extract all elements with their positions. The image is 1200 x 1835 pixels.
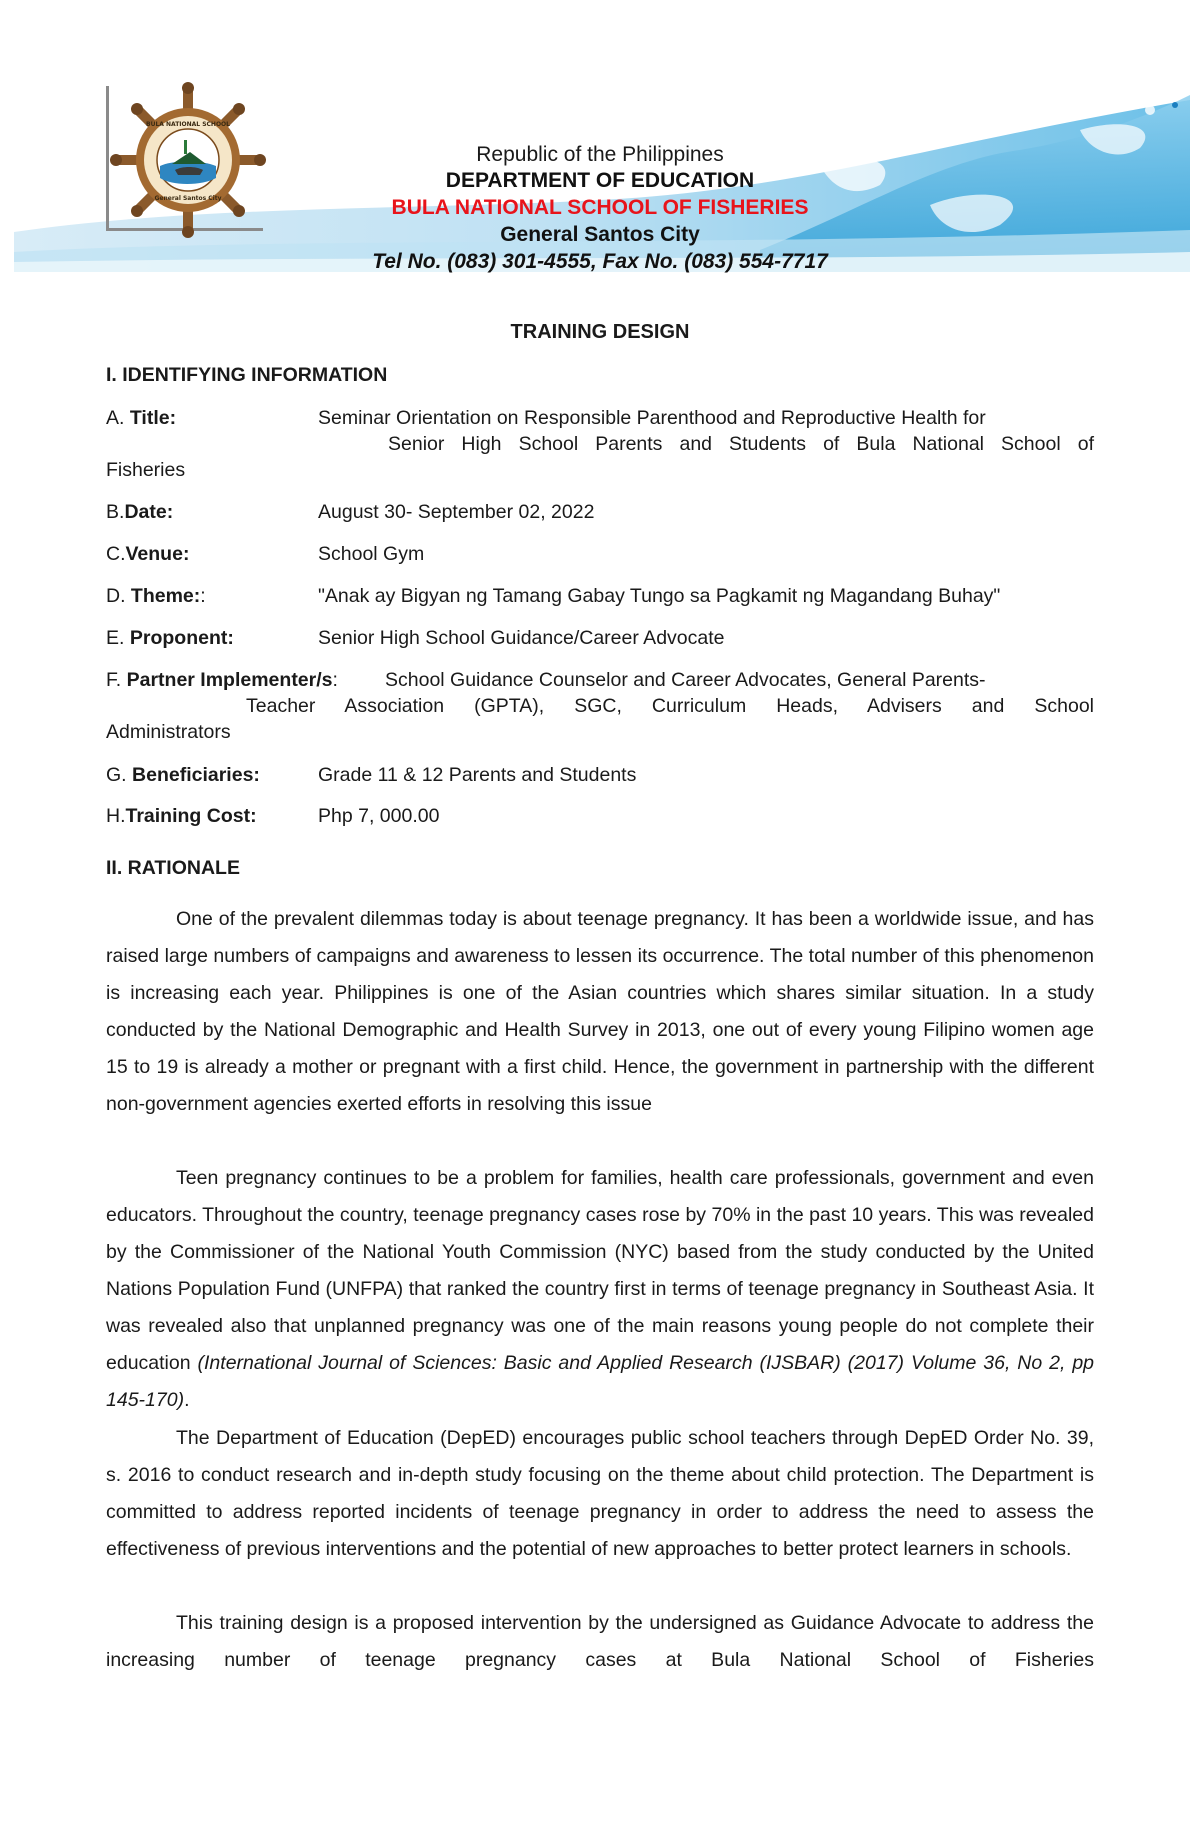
field-label-training-cost: H.Training Cost: <box>106 805 257 827</box>
field-value-date: August 30- September 02, 2022 <box>318 501 595 523</box>
field-value-partner-implementers: School Guidance Counselor and Career Advocates, General Parents- <box>385 669 986 691</box>
field-value-partner-implementers-cont: Teacher Association (GPTA), SGC, Curriculum Heads, Advisers and School <box>246 695 1094 717</box>
header-department: DEPARTMENT OF EDUCATION <box>445 169 755 192</box>
rationale-paragraph-3: The Department of Education (DepED) encourages public school teachers through DepED Order No. 39, s. 2016 to conduct research and in-depth study focusing on the theme about child protection. The Department is committed to address reported incidents of teenage pregnancy in order to address the need to assess the effectiveness of previous interventions and the potential of new approaches to better protect learners in schools. <box>106 1427 1094 1560</box>
field-label-proponent: E. Proponent: <box>106 627 234 649</box>
field-value-venue: School Gym <box>318 543 425 565</box>
rationale-paragraph-2: Teen pregnancy continues to be a problem for families, health care professionals, government and even educators. Throughout the country, teenage pregnancy cases rose by 70% in the past 10 years. This was revealed by the Commissioner of the National Youth Commission (NYC) based from the study conducted by the United Nations Population Fund (UNFPA) that ranked the country first in terms of teenage pregnancy in Southeast Asia. It was revealed also that unplanned pregnancy was one of the main reasons young people do not complete their education (International Journal of Sciences: Basic and Applied Research (IJSBAR) (2017) Volume 36, No 2, pp 145-170). <box>106 1167 1095 1411</box>
section-heading-identifying-information: I. IDENTIFYING INFORMATION <box>106 364 388 386</box>
header-school-name: BULA NATIONAL SCHOOL OF FISHERIES <box>391 196 809 219</box>
field-label-partner-implementers: F. Partner Implementer/s: <box>106 669 338 691</box>
school-seal-logo <box>110 82 266 238</box>
field-value-proponent: Senior High School Guidance/Career Advocate <box>318 627 725 649</box>
field-value-title-cont: Senior High School Parents and Students of Bula National School of <box>388 433 1094 455</box>
svg-text:BULA NATIONAL SCHOOL: BULA NATIONAL SCHOOL <box>146 121 230 128</box>
field-value-training-cost: Php 7, 000.00 <box>318 805 440 827</box>
citation: (International Journal of Sciences: Basic and Applied Research (IJSBAR) (2017) Volume 36, No 2, pp 145-170) <box>106 1352 1095 1411</box>
document-title: TRAINING DESIGN <box>510 321 690 343</box>
field-label-date: B.Date: <box>106 501 174 523</box>
svg-text:General Santos City: General Santos City <box>154 195 222 202</box>
field-label-title: A. Title: <box>106 407 177 429</box>
field-label-beneficiaries: G. Beneficiaries: <box>106 764 260 786</box>
rationale-paragraph-1: One of the prevalent dilemmas today is about teenage pregnancy. It has been a worldwide issue, and has raised large numbers of campaigns and awareness to lessen its occurrence. The total number of this phenomenon is increasing each year. Philippines is one of the Asian countries which shares similar situation. In a study conducted by the National Demographic and Health Survey in 2013, one out of every young Filipino women age 15 to 19 is already a mother or pregnant with a first child. Hence, the government in partnership with the different non-government agencies exerted efforts in resolving this issue <box>106 908 1094 1115</box>
field-value-beneficiaries: Grade 11 & 12 Parents and Students <box>318 764 637 786</box>
field-label-venue: C.Venue: <box>106 543 190 565</box>
field-value-partner-implementers-cont2: Administrators <box>106 721 231 743</box>
rationale-paragraph-4: This training design is a proposed intervention by the undersigned as Guidance Advocate to address the increasing number of teenage pregnancy cases at Bula National School of Fisheries <box>106 1612 1094 1671</box>
field-value-title: Seminar Orientation on Responsible Parenthood and Reproductive Health for <box>318 407 986 429</box>
field-label-theme: D. Theme:: <box>106 585 206 607</box>
header-city: General Santos City <box>500 223 700 246</box>
field-value-title-cont2: Fisheries <box>106 459 186 481</box>
field-value-theme: "Anak ay Bigyan ng Tamang Gabay Tungo sa Pagkamit ng Magandang Buhay" <box>318 585 1001 607</box>
header-contact: Tel No. (083) 301-4555, Fax No. (083) 554-7717 <box>372 250 828 273</box>
section-heading-rationale: II. RATIONALE <box>106 857 240 879</box>
header-republic: Republic of the Philippines <box>476 143 724 166</box>
